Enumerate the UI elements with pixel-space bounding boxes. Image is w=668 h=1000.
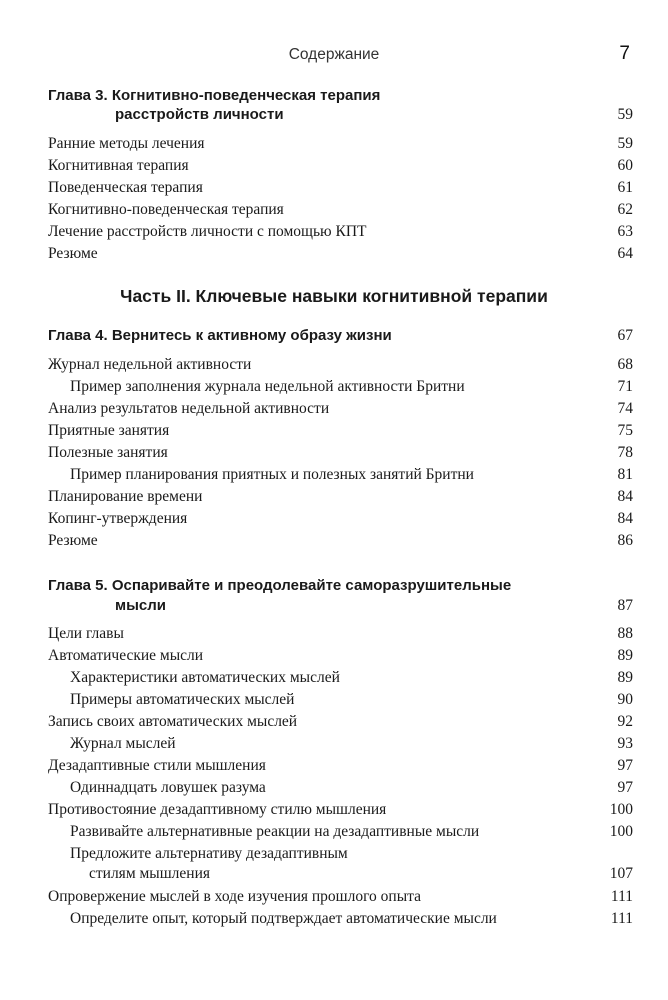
entry-title: Полезные занятия xyxy=(48,444,168,461)
page-ref: 97 xyxy=(617,779,633,796)
entry-title: Запись своих автоматических мыслей xyxy=(48,713,298,730)
entry-title: Резюме xyxy=(48,245,98,262)
entry-title: Пример планирования приятных и полезных занятий Бритни xyxy=(70,466,474,483)
page-ref: 100 xyxy=(609,823,633,840)
entry-title: Резюме xyxy=(48,532,98,549)
entry-title: Автоматические мысли xyxy=(48,647,204,664)
page-ref: 93 xyxy=(617,735,633,752)
entry-title: Определите опыт, который подтверждает автоматические мысли xyxy=(70,910,497,927)
page-ref: 111 xyxy=(610,888,633,905)
page-ref: 63 xyxy=(617,223,633,240)
page-ref: 81 xyxy=(617,466,633,483)
page-ref: 71 xyxy=(617,378,633,395)
page-header xyxy=(0,43,668,68)
page-ref: 84 xyxy=(617,488,633,505)
page-ref: 87 xyxy=(617,597,633,614)
entry-title: Поведенческая терапия xyxy=(48,179,203,196)
page-ref: 59 xyxy=(617,135,633,152)
running-head: Содержание xyxy=(288,46,380,63)
page-ref: 92 xyxy=(617,713,633,730)
entry-title: Когнитивная терапия xyxy=(48,157,189,174)
entry-title: Когнитивно-поведенческая терапия xyxy=(48,201,284,218)
entry-title: Планирование времени xyxy=(48,488,203,505)
page-ref: 86 xyxy=(617,532,633,549)
page-ref: 89 xyxy=(617,669,633,686)
page-ref: 97 xyxy=(617,757,633,774)
entry-title-cont: стилям мышления xyxy=(89,865,210,882)
entry-title: Опровержение мыслей в ходе изучения прошлого опыта xyxy=(48,888,421,905)
entry-title: Цели главы xyxy=(48,625,124,642)
entry-title: Лечение расстройств личности с помощью КПТ xyxy=(48,223,367,240)
page-ref: 88 xyxy=(617,625,633,642)
entry-title: Анализ результатов недельной активности xyxy=(48,400,330,417)
page-ref: 74 xyxy=(617,400,633,417)
page-ref: 90 xyxy=(617,691,633,708)
page-ref: 75 xyxy=(617,422,633,439)
page-ref: 78 xyxy=(617,444,633,461)
entry-title: Предложите альтернативу дезадаптивным xyxy=(70,845,348,862)
entry-title: Приятные занятия xyxy=(48,422,170,439)
page-ref: 84 xyxy=(617,510,633,527)
page-ref: 100 xyxy=(609,801,633,818)
entry-title: Пример заполнения журнала недельной активности Бритни xyxy=(70,378,465,395)
entry-title: Журнал мыслей xyxy=(70,735,176,752)
entry-title: Противостояние дезадаптивному стилю мышления xyxy=(48,801,387,818)
page-ref: 89 xyxy=(617,647,633,664)
entry-title: Ранние методы лечения xyxy=(48,135,205,152)
entry-title: Характеристики автоматических мыслей xyxy=(70,669,340,686)
entry-title: Журнал недельной активности xyxy=(48,356,252,373)
page-number: 7 xyxy=(619,43,630,64)
chapter-title: Глава 4. Вернитесь к активному образу жизни xyxy=(48,327,392,344)
page-ref: 111 xyxy=(610,910,633,927)
page-ref: 68 xyxy=(617,356,633,373)
entry-title: Дезадаптивные стили мышления xyxy=(48,757,266,774)
page-ref: 60 xyxy=(617,157,633,174)
page-ref: 62 xyxy=(617,201,633,218)
chapter-title-cont: расстройств личности xyxy=(115,106,284,123)
entry-title: Одиннадцать ловушек разума xyxy=(70,779,266,796)
chapter-title-cont: мысли xyxy=(115,597,166,614)
page-ref: 61 xyxy=(617,179,633,196)
entry-title: Примеры автоматических мыслей xyxy=(70,691,295,708)
entry-title: Копинг-утверждения xyxy=(48,510,188,527)
page-ref: 64 xyxy=(617,245,633,262)
chapter-title: Глава 3. Когнитивно-поведенческая терапия xyxy=(48,87,381,104)
page-ref: 67 xyxy=(617,327,633,344)
page-ref: 59 xyxy=(617,106,633,123)
page-ref: 107 xyxy=(609,865,633,882)
chapter-title: Глава 5. Оспаривайте и преодолевайте саморазрушительные xyxy=(48,577,512,594)
part-2-heading: Часть II. Ключевые навыки когнитивной терапии xyxy=(120,286,548,306)
entry-title: Развивайте альтернативные реакции на дезадаптивные мысли xyxy=(70,823,480,840)
